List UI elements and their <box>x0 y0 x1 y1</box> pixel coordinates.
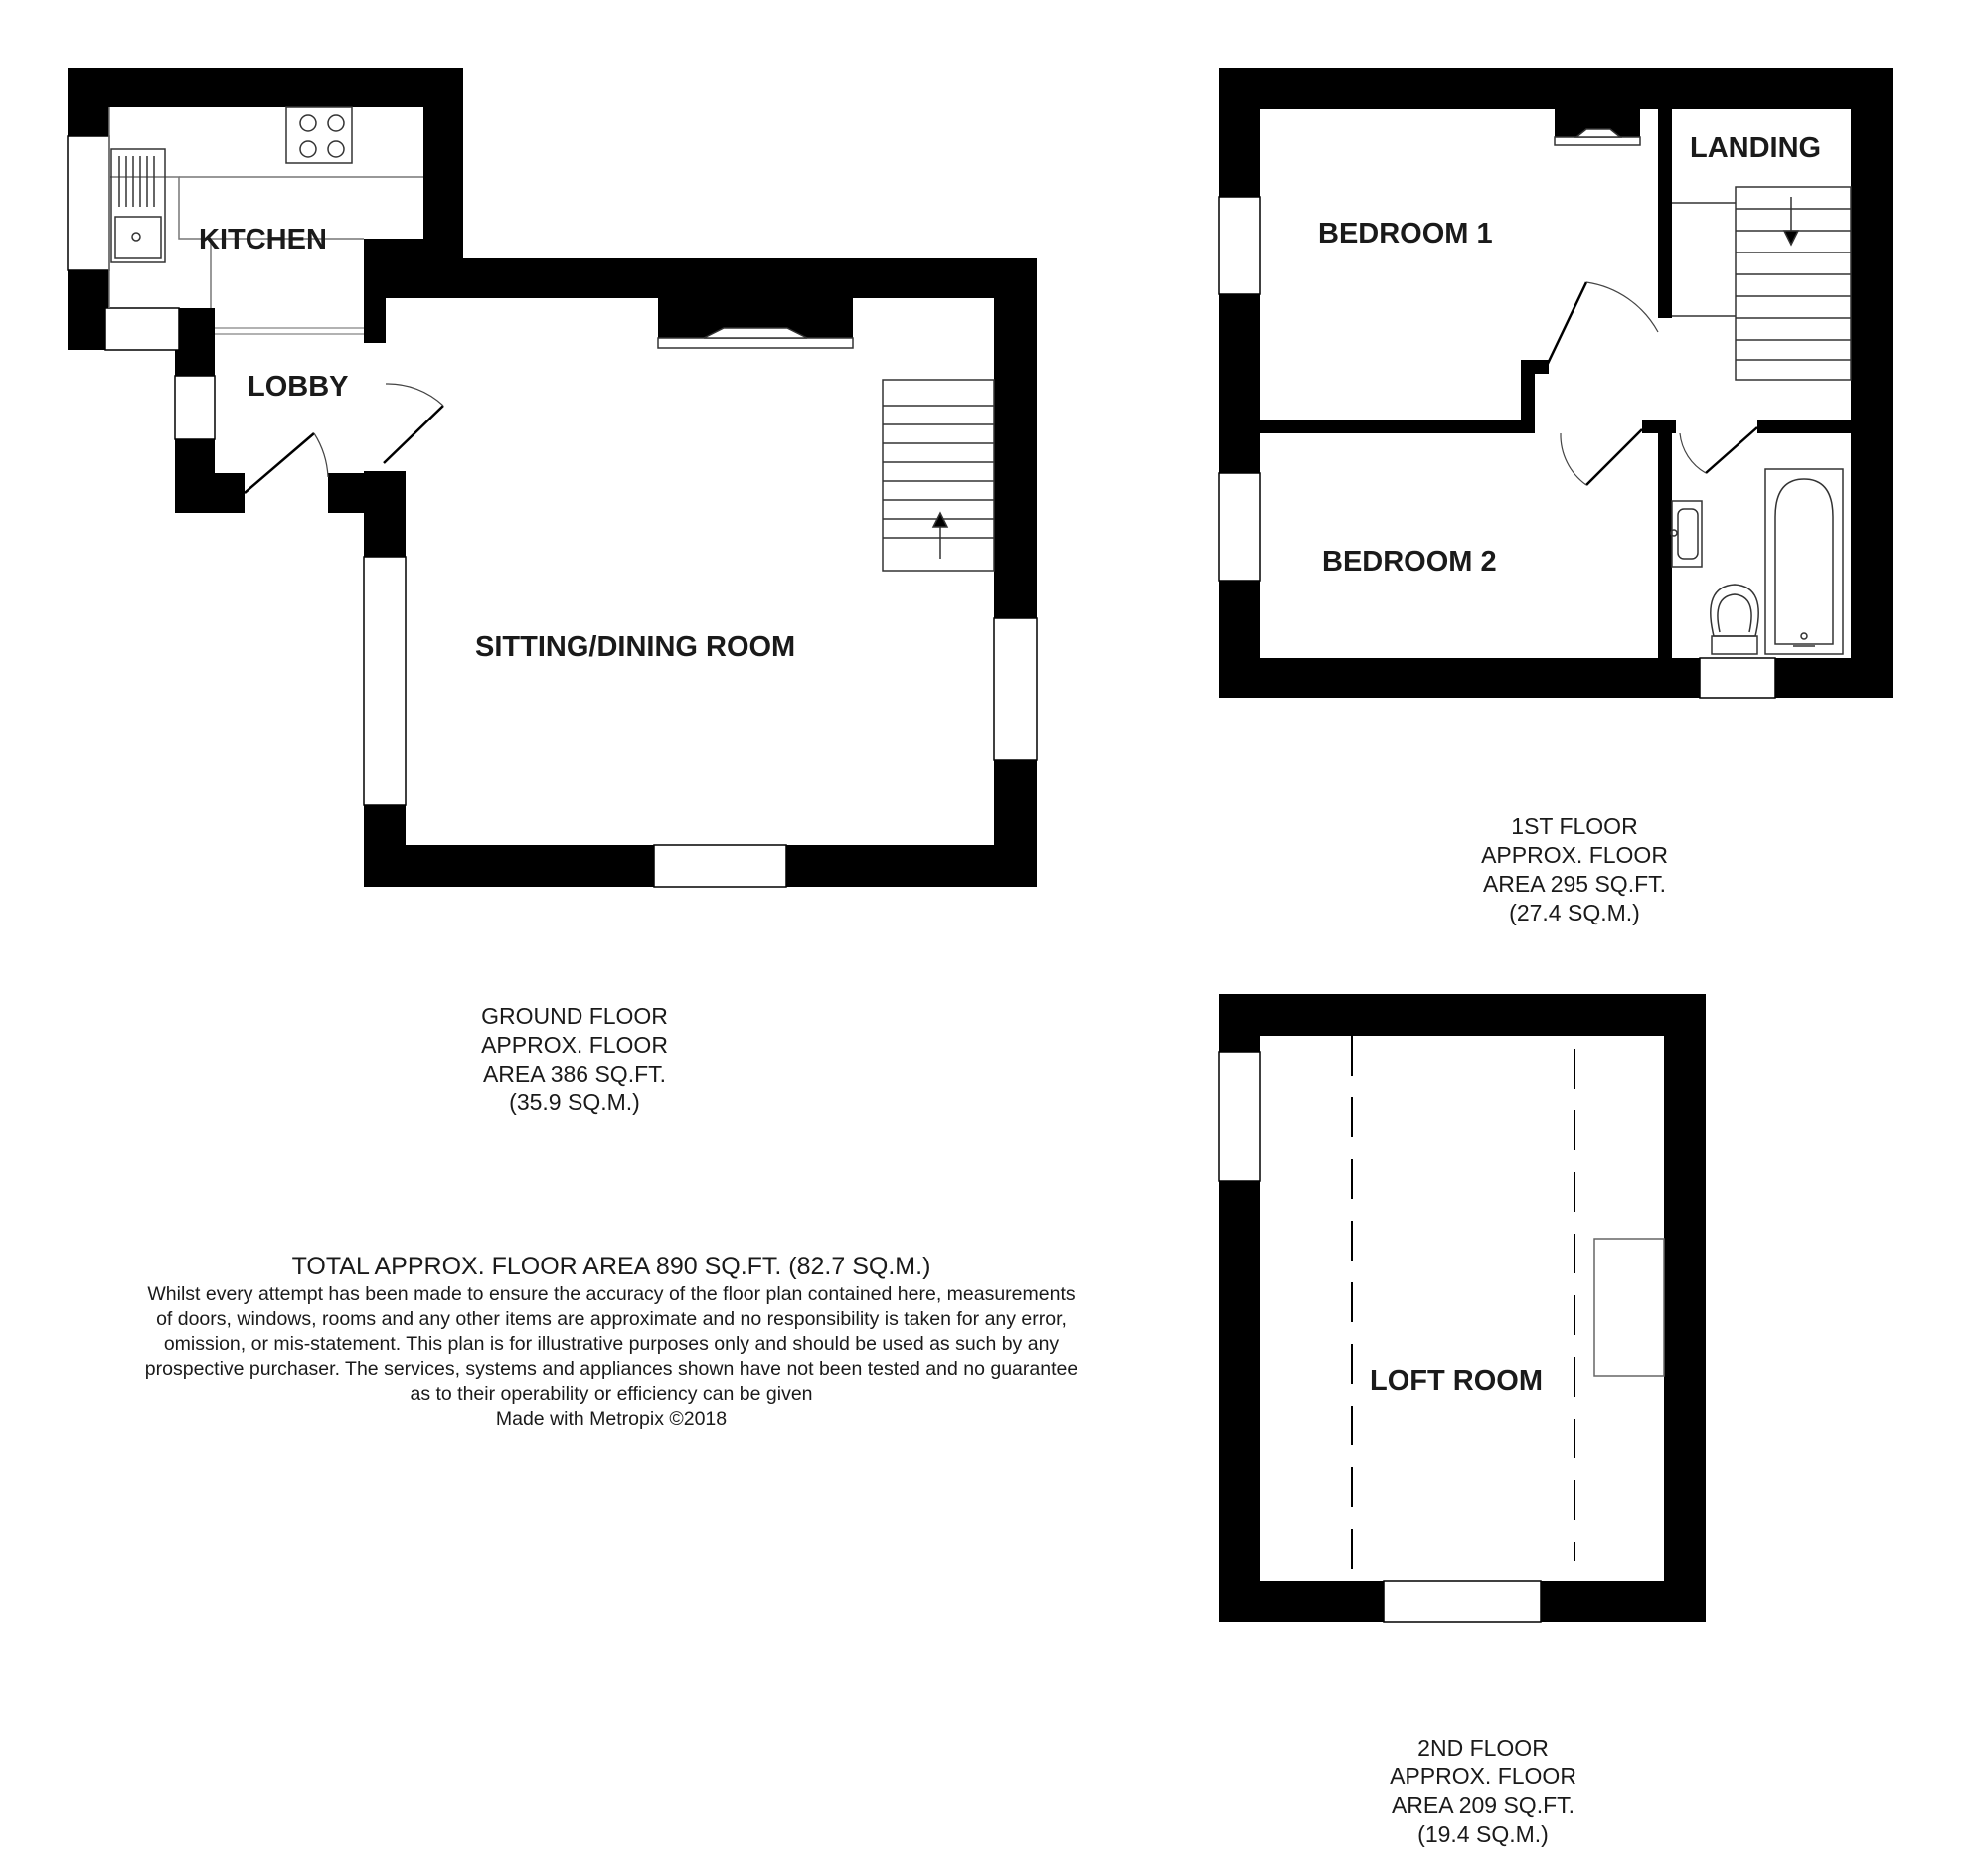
bedroom1-label: BEDROOM 1 <box>1318 218 1493 250</box>
second-floor-area-sqft: AREA 209 SQ.FT. <box>1391 1792 1575 1818</box>
loft-room-label: LOFT ROOM <box>1370 1365 1543 1397</box>
total-area-block <box>40 1251 1183 1431</box>
second-floor-windows <box>1219 1052 1541 1622</box>
loft-hatch-icon <box>1594 1239 1664 1376</box>
ground-floor-approx: APPROX. FLOOR <box>481 1032 668 1058</box>
sitting-room-label: SITTING/DINING ROOM <box>475 631 796 663</box>
disclaimer-line: Whilst every attempt has been made to ensure the accuracy of the floor plan contained here, measurements <box>147 1283 1076 1305</box>
hob-icon <box>286 107 352 163</box>
kitchen-lobby-partition <box>215 328 364 334</box>
landing-label: LANDING <box>1690 132 1822 164</box>
disclaimer-line: omission, or mis-statement. This plan is for illustrative purposes only and should be used as such by any <box>163 1333 1060 1355</box>
disclaimer-line: of doors, windows, rooms and any other items are approximate and no responsibility is taken for any error, <box>156 1308 1067 1330</box>
toilet-icon <box>1711 585 1758 654</box>
washbasin-icon <box>1671 501 1702 567</box>
first-floor-area-sqm: (27.4 SQ.M.) <box>1509 900 1640 925</box>
ground-floor-area-sqm: (35.9 SQ.M.) <box>509 1090 640 1115</box>
second-floor-area-sqm: (19.4 SQ.M.) <box>1417 1821 1549 1847</box>
lobby-label: LOBBY <box>248 371 349 403</box>
bedroom2-label: BEDROOM 2 <box>1322 546 1497 578</box>
disclaimer-line: as to their operability or efficiency can be given <box>410 1383 813 1405</box>
disclaimer-text <box>40 1282 1183 1407</box>
first-floor-approx: APPROX. FLOOR <box>1481 842 1668 868</box>
first-floor-doors <box>1545 282 1757 485</box>
kitchen-sink-icon <box>111 149 165 262</box>
roofline-dashes <box>1352 1036 1574 1581</box>
second-floor-caption <box>1334 1734 1632 1849</box>
ground-floor-area-sqft: AREA 386 SQ.FT. <box>482 1061 667 1087</box>
second-floor-title: 2ND FLOOR <box>1417 1735 1549 1761</box>
ground-floor-caption <box>425 1002 724 1117</box>
sitting-room-walls <box>364 258 1037 887</box>
first-floor-title: 1ST FLOOR <box>1511 813 1638 839</box>
bedroom1-fireplace-icon <box>1555 109 1640 145</box>
fireplace-icon <box>658 298 853 348</box>
ground-floor-title: GROUND FLOOR <box>481 1003 668 1029</box>
landing-stairs <box>1672 187 1851 380</box>
first-floor-area-sqft: AREA 295 SQ.FT. <box>1482 871 1667 897</box>
first-floor-door-swings <box>1561 282 1706 485</box>
second-floor-approx: APPROX. FLOOR <box>1390 1764 1576 1789</box>
ground-floor-plan <box>68 68 1037 887</box>
made-with-credit: Made with Metropix ©2018 <box>495 1408 728 1429</box>
bath-icon <box>1765 469 1843 654</box>
second-floor-plan <box>1219 994 1706 1622</box>
ground-stairs <box>883 380 994 571</box>
kitchen-label: KITCHEN <box>199 224 327 255</box>
first-floor-plan <box>1219 68 1893 698</box>
total-area-title: TOTAL APPROX. FLOOR AREA 890 SQ.FT. (82.7 SQ.M.) <box>291 1253 931 1280</box>
first-floor-caption <box>1425 812 1724 927</box>
disclaimer-line: prospective purchaser. The services, systems and appliances shown have not been tested and no guarantee <box>144 1358 1078 1380</box>
first-floor-windows <box>1219 197 1775 698</box>
